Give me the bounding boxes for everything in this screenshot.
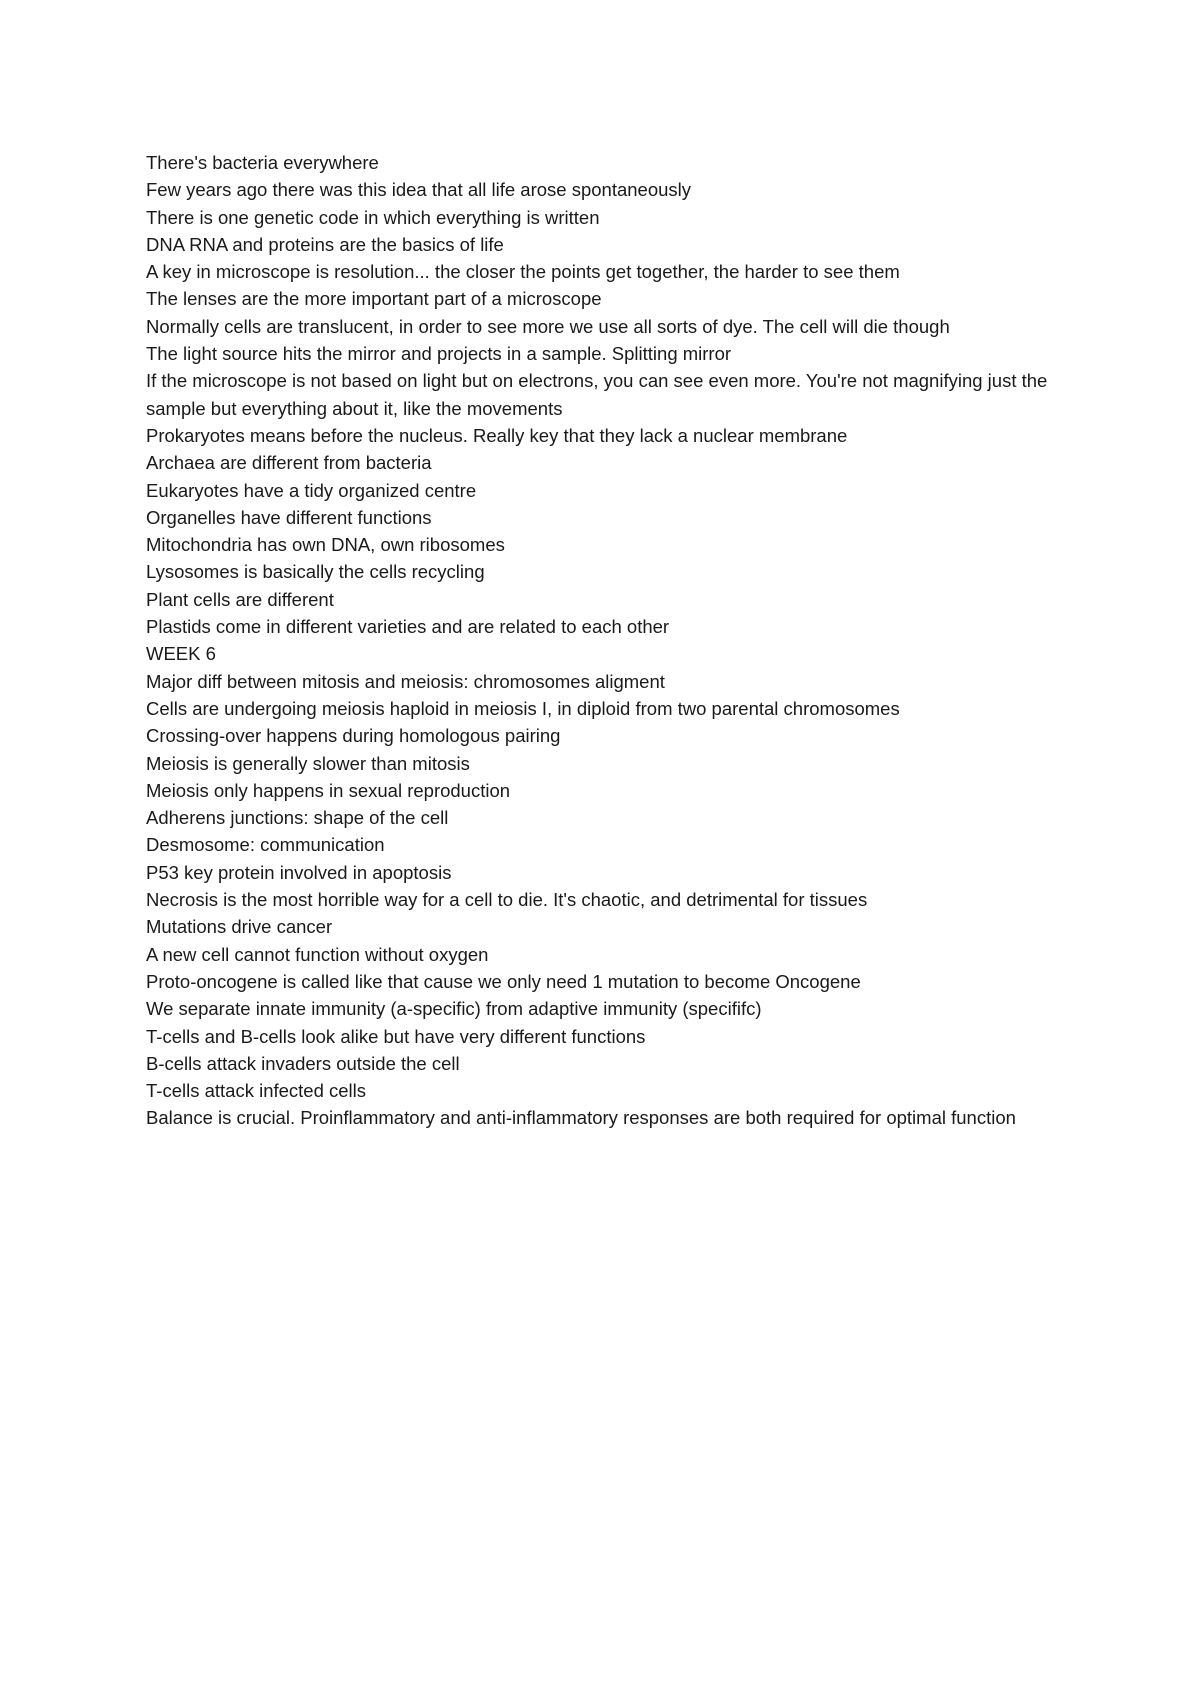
note-line: Normally cells are translucent, in order to see more we use all sorts of dye. The cell will die though [146,315,950,337]
note-line: Necrosis is the most horrible way for a cell to die. It's chaotic, and detrimental for tissues [146,889,868,911]
note-line: Cells are undergoing meiosis haploid in meiosis I, in diploid from two parental chromosomes [146,697,900,719]
note-line: Meiosis only happens in sexual reproduction [146,779,511,801]
note-line: B-cells attack invaders outside the cell [146,1052,460,1074]
note-line: T-cells and B-cells look alike but have very different functions [146,1025,646,1047]
note-line: Few years ago there was this idea that all life arose spontaneously [146,179,692,201]
note-line: We separate innate immunity (a-specific) from adaptive immunity (specififc) [146,998,762,1020]
week-heading: WEEK 6 [146,643,216,665]
note-line: A new cell cannot function without oxygen [146,943,489,965]
note-line: Organelles have different functions [146,506,432,528]
note-line: The light source hits the mirror and projects in a sample. Splitting mirror [146,343,732,365]
note-line: There's bacteria everywhere [146,152,379,173]
notes-text-block [146,149,1076,1132]
note-line: Lysosomes is basically the cells recycling [146,561,485,583]
note-line: Desmosome: communication [146,834,385,856]
note-line: Mitochondria has own DNA, own ribosomes [146,534,505,556]
note-line: Proto-oncogene is called like that cause we only need 1 mutation to become Oncogene [146,970,861,992]
note-line: If the microscope is not based on light but on electrons, you can see even more. You're not magnifying just the sample but everything about it, like the movements [146,370,1048,419]
note-line: Plant cells are different [146,588,334,610]
note-line: Archaea are different from bacteria [146,452,432,474]
note-line: A key in microscope is resolution... the closer the points get together, the harder to see them [146,261,900,283]
note-line: Crossing-over happens during homologous pairing [146,725,561,747]
note-line: P53 key protein involved in apoptosis [146,861,452,883]
note-line: Eukaryotes have a tidy organized centre [146,479,477,501]
note-line: DNA RNA and proteins are the basics of life [146,233,504,255]
note-line: Adherens junctions: shape of the cell [146,807,449,829]
note-line: Plastids come in different varieties and are related to each other [146,616,670,638]
note-line: The lenses are the more important part of a microscope [146,288,602,310]
note-line: Meiosis is generally slower than mitosis [146,752,470,774]
note-line: Prokaryotes means before the nucleus. Really key that they lack a nuclear membrane [146,424,848,446]
note-line: Major diff between mitosis and meiosis: chromosomes aligment [146,670,665,692]
note-line: Balance is crucial. Proinflammatory and anti-inflammatory responses are both required for optimal function [146,1107,1016,1129]
note-line: There is one genetic code in which everything is written [146,206,600,228]
note-line: T-cells attack infected cells [146,1080,367,1102]
note-line: Mutations drive cancer [146,916,333,938]
